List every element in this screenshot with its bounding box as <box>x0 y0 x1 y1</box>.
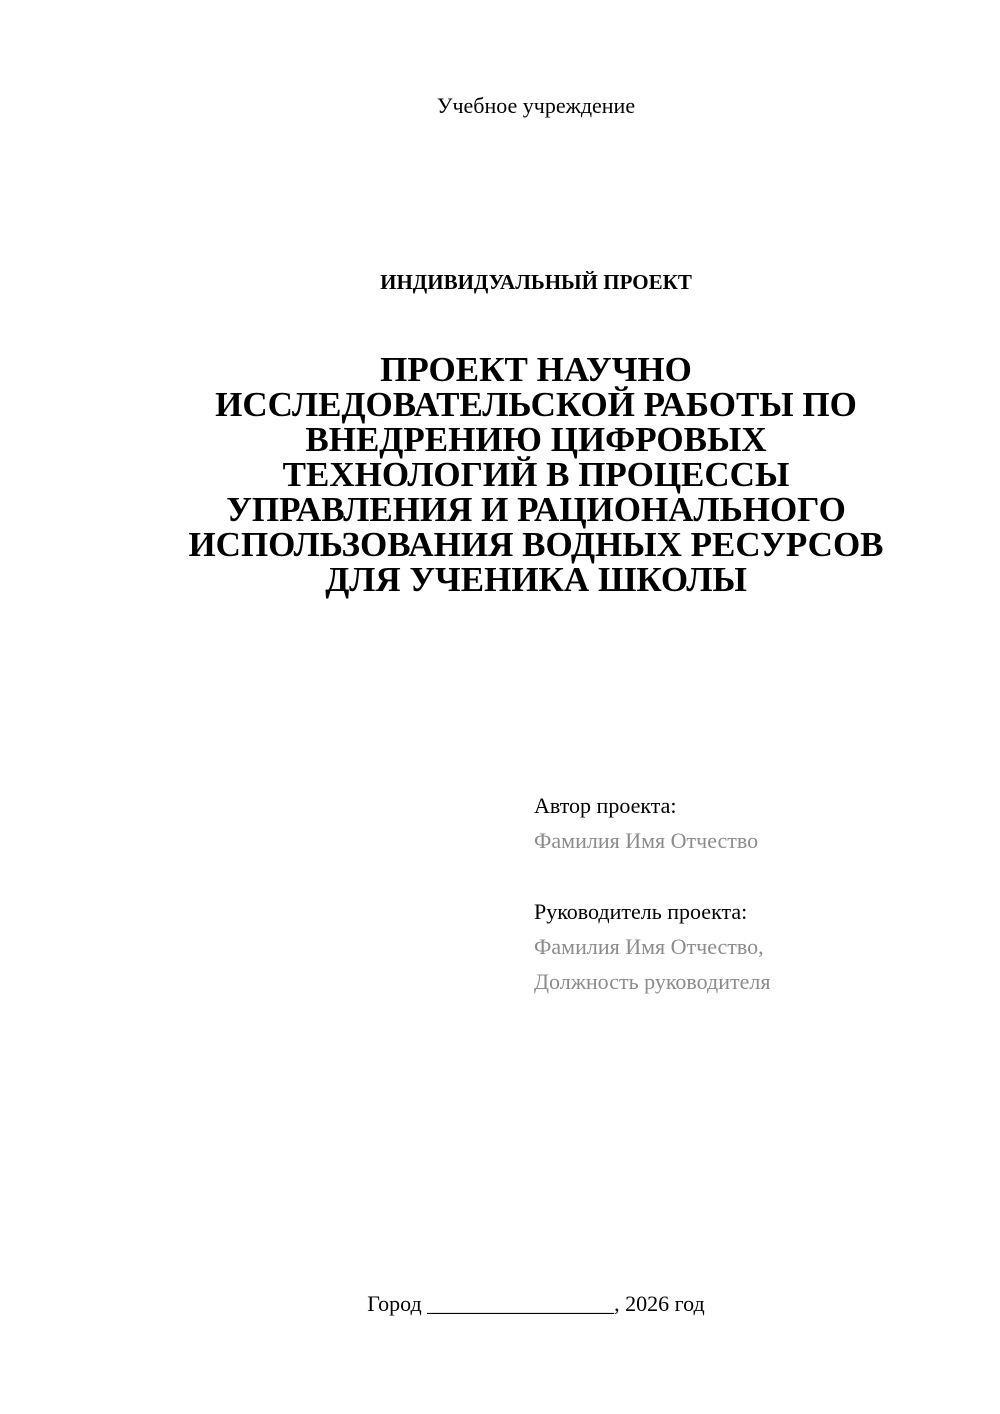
title-line: ИСПОЛЬЗОВАНИЯ ВОДНЫХ РЕСУРСОВ <box>188 525 884 564</box>
institution-name: Учебное учреждение <box>436 93 636 118</box>
author-label: Автор проекта: <box>534 793 677 818</box>
title-line: ТЕХНОЛОГИЙ В ПРОЦЕССЫ <box>282 455 790 494</box>
document-type: ИНДИВИДУАЛЬНЫЙ ПРОЕКТ <box>380 270 692 294</box>
supervisor-name-placeholder: Фамилия Имя Отчество, <box>534 934 764 959</box>
credits-block <box>534 788 974 1035</box>
title-line: ДЛЯ УЧЕНИКА ШКОЛЫ <box>325 560 747 599</box>
supervisor-label: Руководитель проекта: <box>534 899 748 924</box>
title-line: ПРОЕКТ НАУЧНО <box>380 350 692 389</box>
title-line: УПРАВЛЕНИЯ И РАЦИОНАЛЬНОГО <box>226 490 846 529</box>
author-name-placeholder: Фамилия Имя Отчество <box>534 828 759 853</box>
author-block <box>534 788 974 858</box>
title-line: ИССЛЕДОВАТЕЛЬСКОЙ РАБОТЫ ПО <box>215 385 857 424</box>
city-year-line: Город _________________, 2026 год <box>367 1291 705 1316</box>
supervisor-position-placeholder: Должность руководителя <box>534 969 771 994</box>
supervisor-block <box>534 894 974 999</box>
project-title <box>100 352 972 597</box>
title-line: ВНЕДРЕНИЮ ЦИФРОВЫХ <box>305 420 767 459</box>
